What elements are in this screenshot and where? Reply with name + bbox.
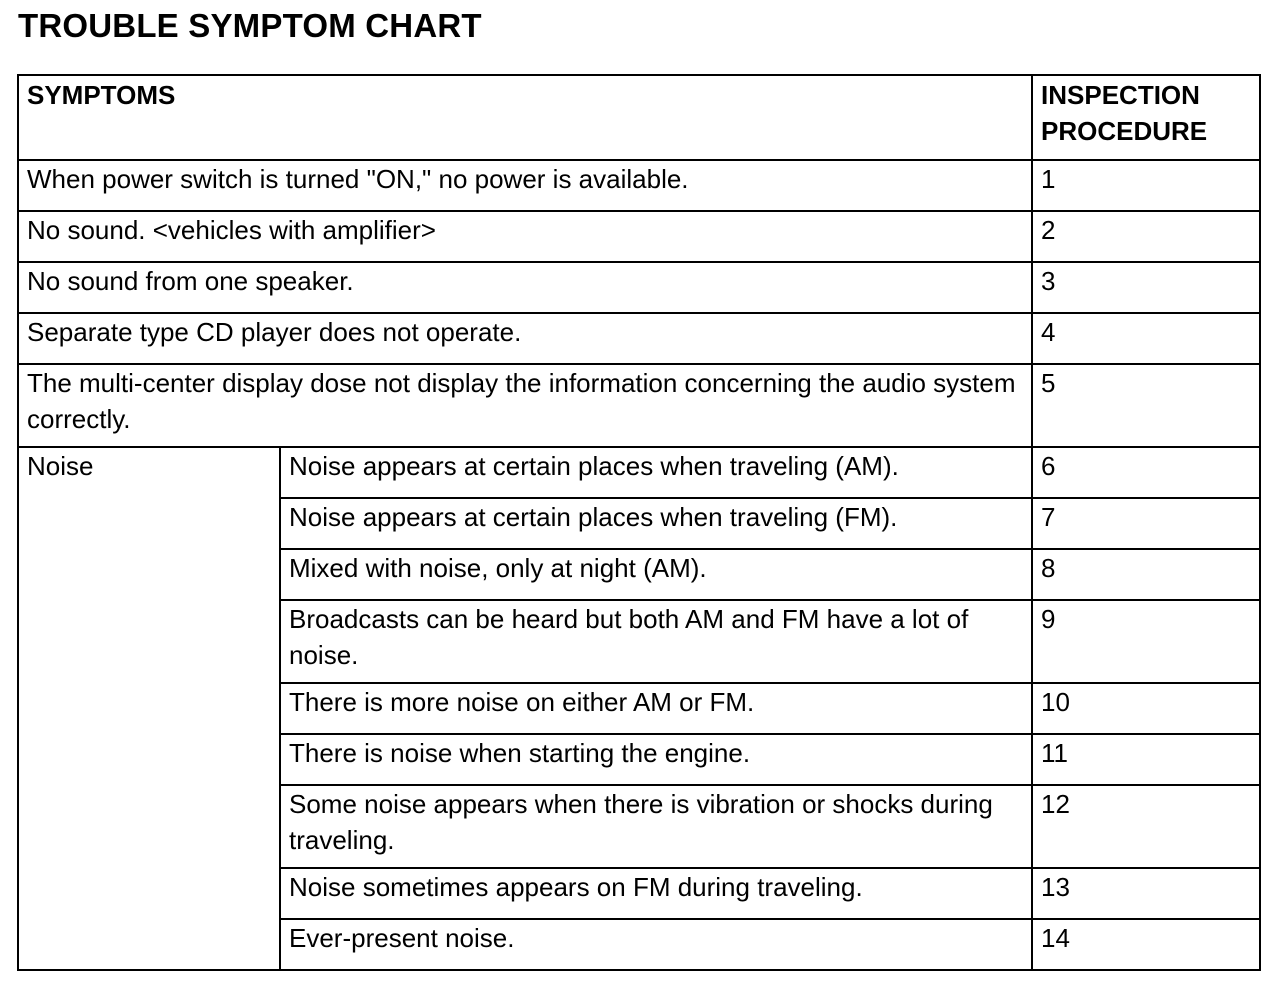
procedure-cell: 5 xyxy=(1032,364,1260,447)
symptom-cell: No sound. <vehicles with amplifier> xyxy=(18,211,1032,262)
noise-symptom-cell: There is more noise on either AM or FM. xyxy=(280,683,1032,734)
noise-symptom-cell: Ever-present noise. xyxy=(280,919,1032,970)
procedure-cell: 7 xyxy=(1032,498,1260,549)
procedure-cell: 4 xyxy=(1032,313,1260,364)
page-title: TROUBLE SYMPTOM CHART xyxy=(18,7,482,44)
table-row xyxy=(18,364,1260,447)
procedure-cell: 14 xyxy=(1032,919,1260,970)
table-row xyxy=(18,160,1260,211)
table-row xyxy=(18,313,1260,364)
symptom-cell: The multi-center display dose not display the information concerning the audio system correctly. xyxy=(18,364,1032,447)
noise-symptom-cell: Some noise appears when there is vibration or shocks during traveling. xyxy=(280,785,1032,868)
procedure-cell: 13 xyxy=(1032,868,1260,919)
procedure-cell: 2 xyxy=(1032,211,1260,262)
noise-symptom-cell: Noise sometimes appears on FM during traveling. xyxy=(280,868,1032,919)
noise-symptom-cell: Noise appears at certain places when traveling (AM). xyxy=(280,447,1032,498)
table-header-row xyxy=(18,75,1260,160)
noise-category-cell: Noise xyxy=(18,447,280,970)
noise-symptom-cell: Broadcasts can be heard but both AM and FM have a lot of noise. xyxy=(280,600,1032,683)
procedure-cell: 6 xyxy=(1032,447,1260,498)
trouble-symptom-table xyxy=(17,74,1261,971)
table-row xyxy=(18,211,1260,262)
noise-symptom-cell: There is noise when starting the engine. xyxy=(280,734,1032,785)
symptom-cell: When power switch is turned "ON," no power is available. xyxy=(18,160,1032,211)
procedure-cell: 8 xyxy=(1032,549,1260,600)
table-row xyxy=(18,447,1260,498)
procedure-cell: 9 xyxy=(1032,600,1260,683)
procedure-cell: 12 xyxy=(1032,785,1260,868)
procedure-cell: 1 xyxy=(1032,160,1260,211)
noise-symptom-cell: Mixed with noise, only at night (AM). xyxy=(280,549,1032,600)
symptom-cell: Separate type CD player does not operate. xyxy=(18,313,1032,364)
header-symptoms: SYMPTOMS xyxy=(18,75,1032,160)
symptom-cell: No sound from one speaker. xyxy=(18,262,1032,313)
procedure-cell: 10 xyxy=(1032,683,1260,734)
table-row xyxy=(18,262,1260,313)
noise-symptom-cell: Noise appears at certain places when traveling (FM). xyxy=(280,498,1032,549)
procedure-cell: 3 xyxy=(1032,262,1260,313)
procedure-cell: 11 xyxy=(1032,734,1260,785)
header-inspection-procedure: INSPECTION PROCEDURE xyxy=(1032,75,1260,160)
